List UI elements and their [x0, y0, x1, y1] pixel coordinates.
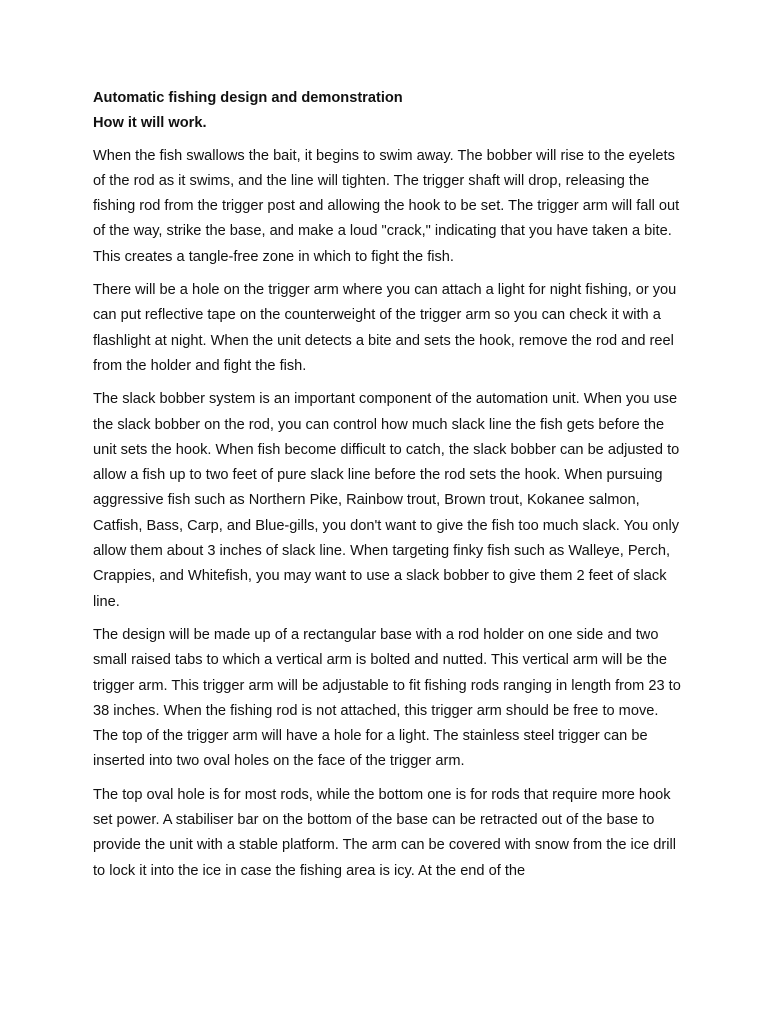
document-title: Automatic fishing design and demonstration — [93, 90, 403, 106]
document-page — [93, 86, 683, 892]
paragraph-1: When the fish swallows the bait, it begins to swim away. The bobber will rise to the eyelets of the rod as it swims, and the line will tighten. The trigger shaft will drop, releasing the fishing rod from the trigger post and allowing the hook to be set. The trigger arm will fall out of the way, strike the base, and make a loud "crack," indicating that you have taken a bite. This creates a tangle-free zone in which to fight the fish. — [93, 147, 680, 265]
paragraph-2: There will be a hole on the trigger arm where you can attach a light for night fishing, or you can put reflective tape on the counterweight of the trigger arm so you can check it with a flashlight at night. When the unit detects a bite and sets the hook, remove the rod and reel from the holder and fight the fish. — [93, 282, 677, 374]
paragraph-3: The slack bobber system is an important component of the automation unit. When you use the slack bobber on the rod, you can control how much slack line the fish gets before the unit sets the hook. When fish become difficult to catch, the slack bobber can be adjusted to allow a fish up to two feet of pure slack line before the rod sets the hook. When pursuing aggressive fish such as Northern Pike, Rainbow trout, Brown trout, Kokanee salmon, Catfish, Bass, Carp, and Blue-gills, you don't want to give the fish too much slack. You only allow them about 3 inches of slack line. When targeting finky fish such as Walleye, Perch, Crappies, and Whitefish, you may want to use a slack bobber to give them 2 feet of slack line. — [93, 391, 680, 610]
paragraph-4: The design will be made up of a rectangular base with a rod holder on one side and two small raised tabs to which a vertical arm is bolted and nutted. This vertical arm will be the trigger arm. This trigger arm will be adjustable to fit fishing rods ranging in length from 23 to 38 inches. When the fishing rod is not attached, this trigger arm should be free to move. The top of the trigger arm will have a hole for a light. The stainless steel trigger can be inserted into two oval holes on the face of the trigger arm. — [93, 626, 681, 770]
document-subtitle: How it will work. — [93, 115, 207, 132]
paragraph-5: The top oval hole is for most rods, while the bottom one is for rods that require more hook set power. A stabiliser bar on the bottom of the base can be retracted out of the base to provide the unit with a stable platform. The arm can be covered with snow from the ice drill to lock it into the ice in case the fishing area is icy. At the end of the — [93, 786, 676, 879]
